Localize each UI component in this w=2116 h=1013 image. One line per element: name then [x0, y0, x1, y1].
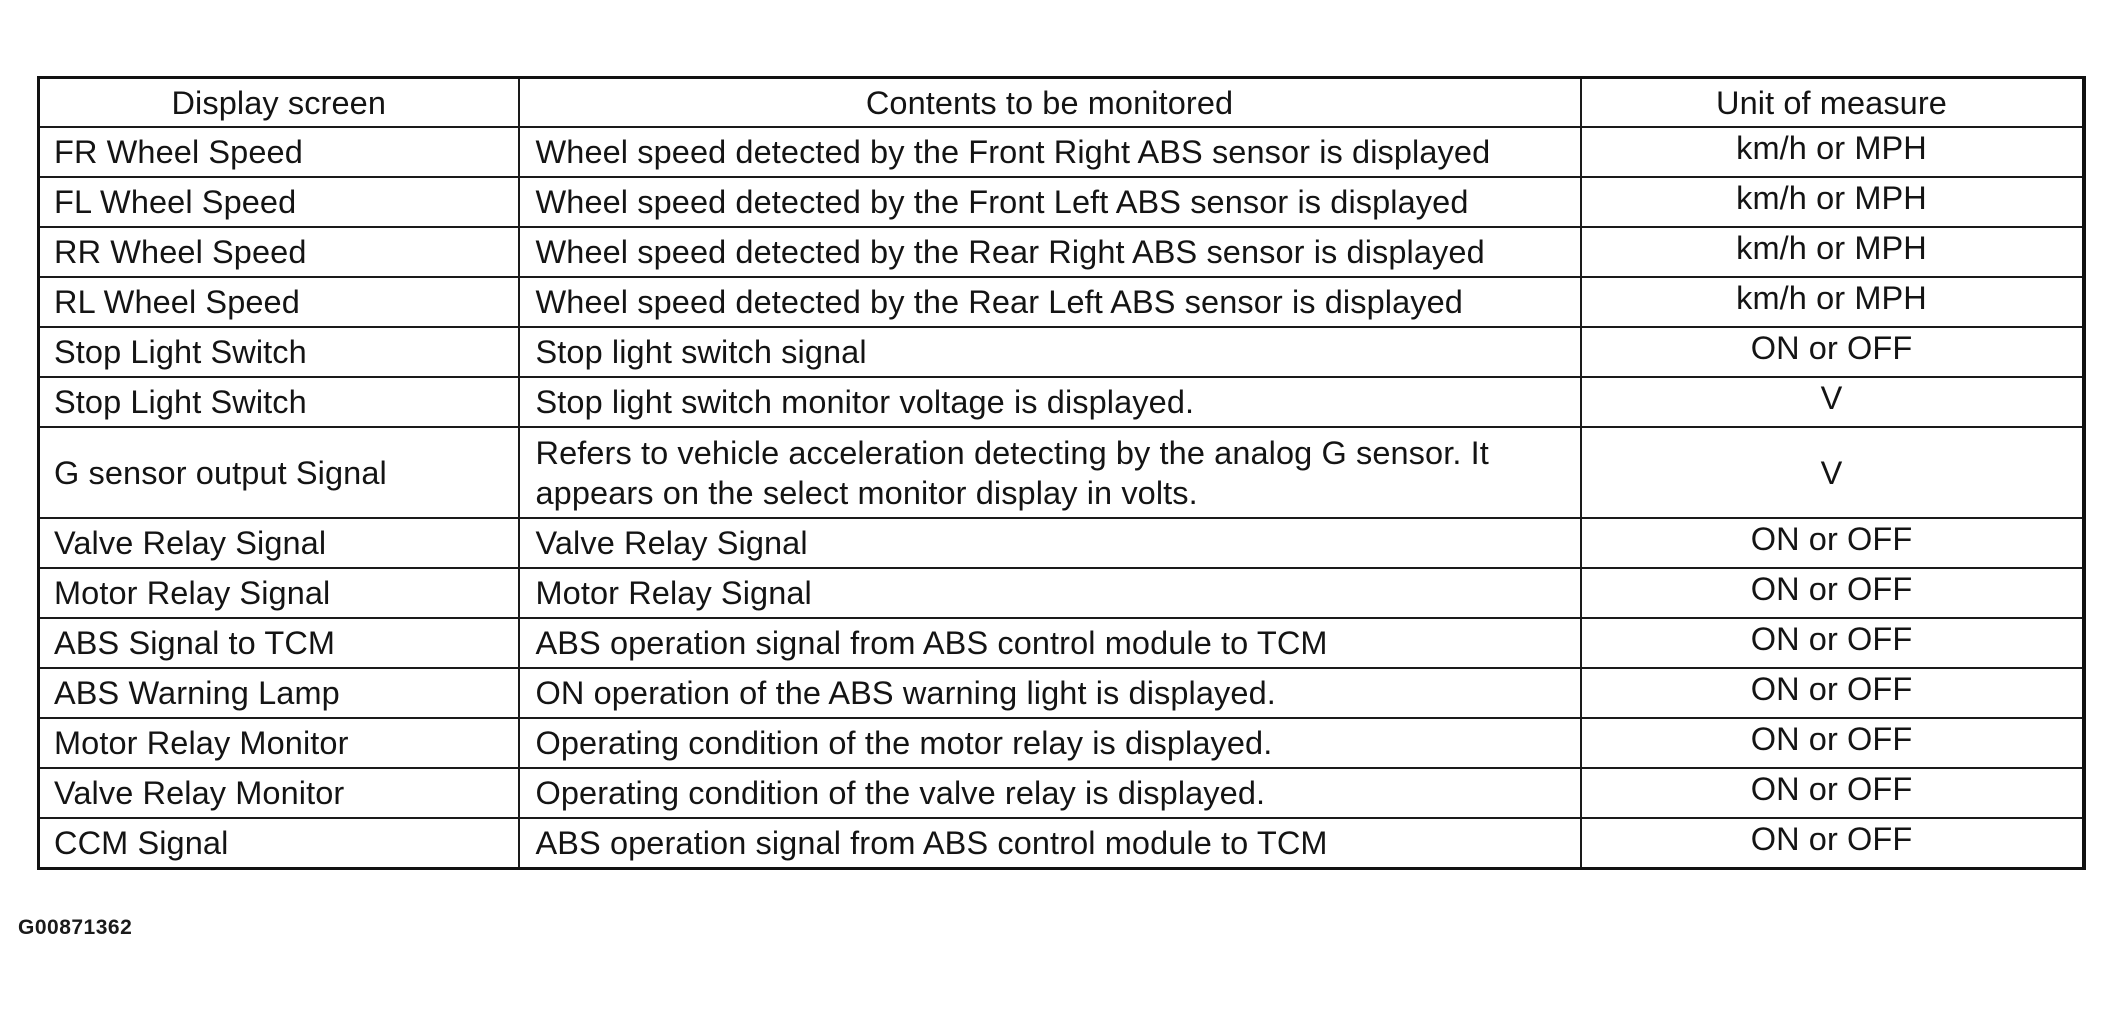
unit-cell: ON or OFF — [1581, 818, 2084, 869]
header-contents: Contents to be monitored — [519, 78, 1581, 128]
contents-cell: Wheel speed detected by the Front Left ABS sensor is displayed — [519, 177, 1581, 227]
display-screen-cell: Motor Relay Signal — [39, 568, 519, 618]
table-row — [39, 618, 2084, 668]
unit-cell: V — [1581, 377, 2084, 427]
contents-cell: Wheel speed detected by the Rear Left ABS sensor is displayed — [519, 277, 1581, 327]
table-row — [39, 327, 2084, 377]
contents-cell: Stop light switch monitor voltage is displayed. — [519, 377, 1581, 427]
display-screen-cell: Stop Light Switch — [39, 377, 519, 427]
unit-cell: ON or OFF — [1581, 568, 2084, 618]
unit-cell: km/h or MPH — [1581, 227, 2084, 277]
unit-cell: ON or OFF — [1581, 518, 2084, 568]
contents-cell: Refers to vehicle acceleration detecting by the analog G sensor. It appears on the select monitor display in volts. — [519, 427, 1581, 518]
contents-cell: ABS operation signal from ABS control module to TCM — [519, 818, 1581, 869]
header-unit: Unit of measure — [1581, 78, 2084, 128]
unit-cell: km/h or MPH — [1581, 177, 2084, 227]
monitor-items-table — [37, 76, 2086, 870]
contents-cell: Operating condition of the valve relay is displayed. — [519, 768, 1581, 818]
header-display-screen: Display screen — [39, 78, 519, 128]
display-screen-cell: ABS Signal to TCM — [39, 618, 519, 668]
contents-cell: Motor Relay Signal — [519, 568, 1581, 618]
table-row — [39, 518, 2084, 568]
unit-cell: ON or OFF — [1581, 718, 2084, 768]
contents-cell: ON operation of the ABS warning light is displayed. — [519, 668, 1581, 718]
table-row — [39, 177, 2084, 227]
unit-cell: ON or OFF — [1581, 668, 2084, 718]
table-row — [39, 127, 2084, 177]
display-screen-cell: Motor Relay Monitor — [39, 718, 519, 768]
display-screen-cell: FL Wheel Speed — [39, 177, 519, 227]
display-screen-cell: ABS Warning Lamp — [39, 668, 519, 718]
display-screen-cell: Valve Relay Signal — [39, 518, 519, 568]
table-row — [39, 377, 2084, 427]
display-screen-cell: RR Wheel Speed — [39, 227, 519, 277]
unit-cell: km/h or MPH — [1581, 127, 2084, 177]
unit-cell: ON or OFF — [1581, 768, 2084, 818]
figure-id: G00871362 — [18, 916, 133, 939]
table-row — [39, 718, 2084, 768]
contents-cell: Wheel speed detected by the Front Right ABS sensor is displayed — [519, 127, 1581, 177]
contents-cell: ABS operation signal from ABS control module to TCM — [519, 618, 1581, 668]
unit-cell: ON or OFF — [1581, 618, 2084, 668]
display-screen-cell: G sensor output Signal — [39, 427, 519, 518]
table-body — [39, 127, 2084, 869]
contents-cell: Stop light switch signal — [519, 327, 1581, 377]
table-row — [39, 768, 2084, 818]
header-row — [39, 78, 2084, 128]
unit-cell: ON or OFF — [1581, 327, 2084, 377]
table-row — [39, 818, 2084, 869]
display-screen-cell: Valve Relay Monitor — [39, 768, 519, 818]
table-row — [39, 427, 2084, 518]
unit-cell: km/h or MPH — [1581, 277, 2084, 327]
display-screen-cell: Stop Light Switch — [39, 327, 519, 377]
contents-cell: Wheel speed detected by the Rear Right ABS sensor is displayed — [519, 227, 1581, 277]
table-row — [39, 227, 2084, 277]
display-screen-cell: FR Wheel Speed — [39, 127, 519, 177]
table-header — [39, 78, 2084, 128]
contents-cell: Operating condition of the motor relay is displayed. — [519, 718, 1581, 768]
table-row — [39, 668, 2084, 718]
table-row — [39, 568, 2084, 618]
unit-cell: V — [1581, 427, 2084, 518]
contents-cell: Valve Relay Signal — [519, 518, 1581, 568]
display-screen-cell: CCM Signal — [39, 818, 519, 869]
display-screen-cell: RL Wheel Speed — [39, 277, 519, 327]
table-row — [39, 277, 2084, 327]
